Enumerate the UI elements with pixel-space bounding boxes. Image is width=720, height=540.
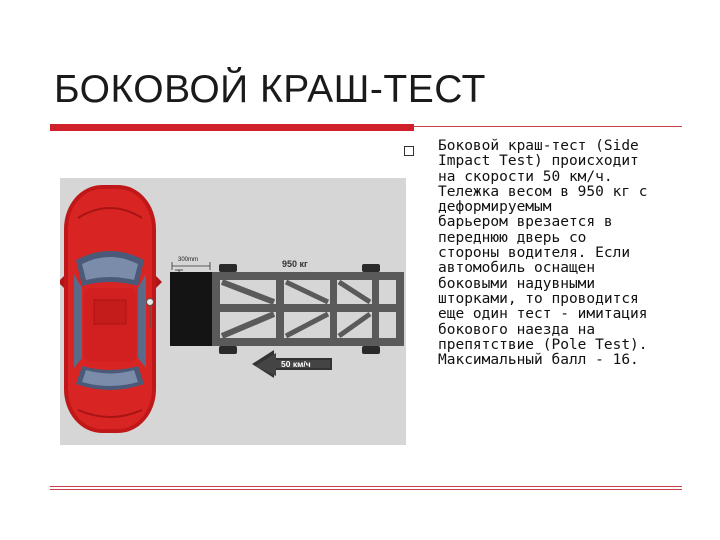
body-line: еще один тест - имитация [438, 306, 648, 323]
body-line: бокового наезда на [438, 321, 596, 338]
body-line: Impact Test) происходит [438, 153, 639, 170]
body-line: деформируемым [438, 199, 552, 216]
body-line: переднюю дверь со [438, 229, 587, 246]
side-impact-diagram [60, 178, 406, 445]
trolley-frame-icon [212, 264, 404, 354]
slide-title: БОКОВОЙ КРАШ-ТЕСТ [54, 68, 486, 111]
barrier-height-label: 300mm [178, 257, 199, 263]
body-line: барьером врезается в [438, 214, 613, 231]
body-line: препятствие (Pole Test). [438, 336, 648, 353]
body-line: боковыми надувными [438, 275, 596, 292]
car-top-view-icon [60, 185, 162, 433]
bullet-square-icon [404, 146, 414, 156]
body-line: на скорости 50 км/ч. [438, 168, 613, 185]
body-line: Максимальный балл - 16. [438, 352, 639, 369]
trolley-weight-label: 950 кг [282, 259, 308, 269]
body-paragraph [438, 139, 688, 368]
title-accent-bar [50, 124, 414, 131]
deformable-barrier [170, 272, 212, 346]
footer-divider-line-1 [50, 486, 682, 487]
body-line: Тележка весом в 950 кг с [438, 183, 648, 200]
body-line: автомобиль оснащен [438, 260, 596, 277]
body-line: шторками, то проводится [438, 290, 639, 307]
impact-speed-label: 50 км/ч [281, 359, 311, 369]
footer-divider-line-2 [50, 489, 682, 490]
body-line: стороны водителя. Если [438, 245, 631, 262]
body-line: Боковой краш-тест (Side [438, 138, 639, 154]
